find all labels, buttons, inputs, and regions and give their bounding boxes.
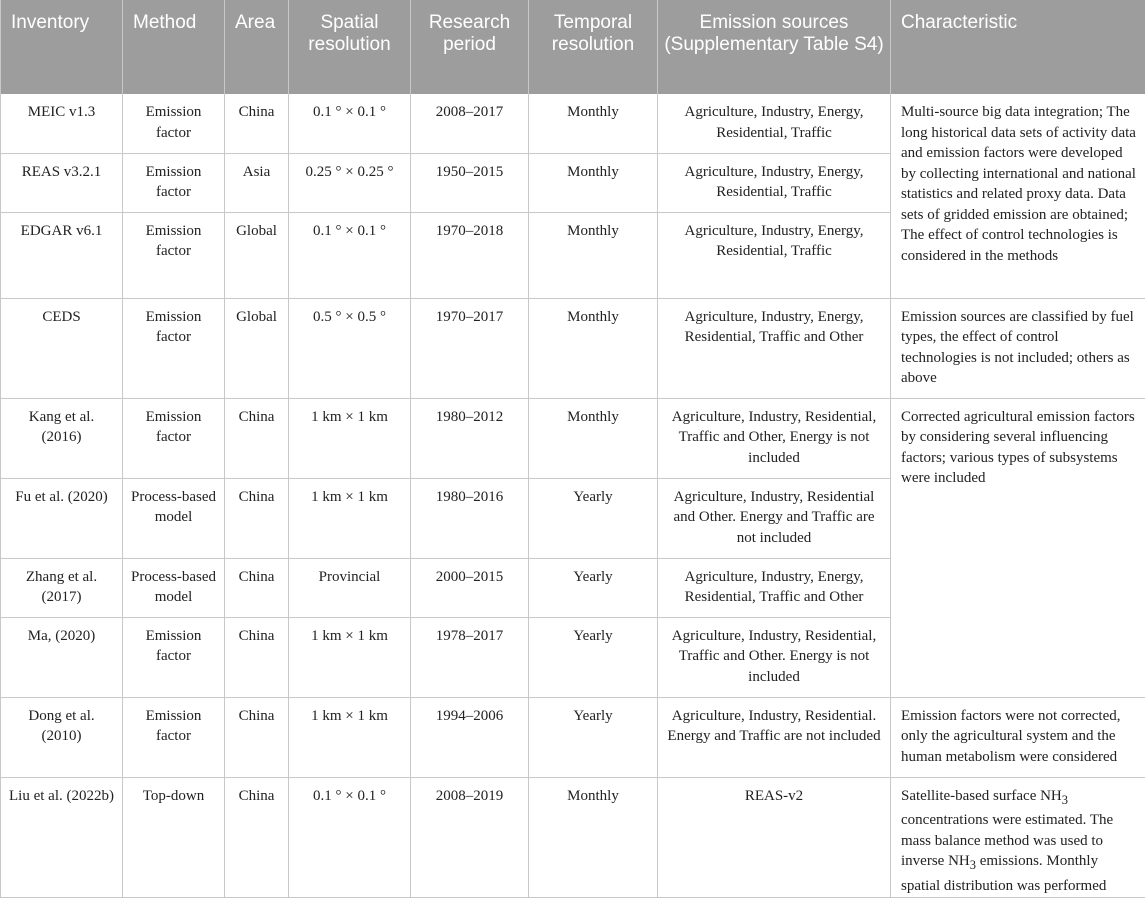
cell-period: 1980–2012 — [411, 398, 529, 478]
cell-temporal: Yearly — [529, 478, 658, 558]
cell-inventory: MEIC v1.3 — [1, 94, 123, 153]
cell-sources: REAS-v2 — [658, 777, 891, 897]
cell-area: Asia — [225, 153, 289, 212]
table-row — [1, 777, 1145, 897]
header-characteristic: Characteristic — [891, 0, 1145, 94]
cell-sources: Agriculture, Industry, Energy, Residential, Traffic — [658, 153, 891, 212]
cell-characteristic: Corrected agricultural emission factors by considering several influencing factors; various types of subsystems were included — [891, 398, 1145, 697]
cell-inventory: Ma, (2020) — [1, 617, 123, 697]
header-row — [1, 0, 1145, 94]
cell-method: Top-down — [123, 777, 225, 897]
cell-period: 1978–2017 — [411, 617, 529, 697]
cell-temporal: Yearly — [529, 617, 658, 697]
cell-sources: Agriculture, Industry, Energy, Residential, Traffic — [658, 212, 891, 298]
cell-area: Global — [225, 212, 289, 298]
header-spatial-resolution: Spatial resolution — [289, 0, 411, 94]
cell-area: China — [225, 777, 289, 897]
cell-period: 1970–2017 — [411, 298, 529, 398]
cell-temporal: Monthly — [529, 777, 658, 897]
cell-spatial: Provincial — [289, 558, 411, 617]
cell-sources: Agriculture, Industry, Residential. Energy and Traffic are not included — [658, 697, 891, 777]
table-row — [1, 697, 1145, 777]
text-part: Satellite-based surface NH — [901, 787, 1062, 804]
cell-spatial: 1 km × 1 km — [289, 697, 411, 777]
table-row — [1, 94, 1145, 153]
cell-temporal: Monthly — [529, 94, 658, 153]
cell-spatial: 0.1 ° × 0.1 ° — [289, 777, 411, 897]
cell-spatial: 0.1 ° × 0.1 ° — [289, 94, 411, 153]
cell-area: China — [225, 398, 289, 478]
header-emission-sources: Emission sources (Supplementary Table S4) — [658, 0, 891, 94]
cell-inventory: Kang et al. (2016) — [1, 398, 123, 478]
cell-period: 2000–2015 — [411, 558, 529, 617]
cell-temporal: Monthly — [529, 153, 658, 212]
subscript: 3 — [969, 858, 976, 872]
cell-spatial: 0.25 ° × 0.25 ° — [289, 153, 411, 212]
cell-characteristic — [891, 777, 1145, 897]
cell-sources: Agriculture, Industry, Residential and Other. Energy and Traffic are not included — [658, 478, 891, 558]
cell-temporal: Yearly — [529, 558, 658, 617]
table-row — [1, 298, 1145, 398]
cell-method: Emission factor — [123, 212, 225, 298]
text-part: concentrations were estimated. The mass balance method was used to inverse NH — [901, 812, 1114, 869]
cell-method: Emission factor — [123, 153, 225, 212]
cell-inventory: EDGAR v6.1 — [1, 212, 123, 298]
cell-sources: Agriculture, Industry, Residential, Traffic and Other, Energy is not included — [658, 398, 891, 478]
cell-period: 1994–2006 — [411, 697, 529, 777]
subscript: 3 — [1061, 792, 1069, 807]
cell-sources: Agriculture, Industry, Residential, Traffic and Other. Energy is not included — [658, 617, 891, 697]
cell-method: Process-based model — [123, 558, 225, 617]
cell-sources: Agriculture, Industry, Energy, Residential, Traffic and Other — [658, 298, 891, 398]
text-part: emissions. Monthly spatial distribution was performed — [901, 853, 1107, 894]
cell-method: Emission factor — [123, 617, 225, 697]
cell-characteristic: Emission factors were not corrected, only the agricultural system and the human metabolism were considered — [891, 697, 1145, 777]
cell-sources: Agriculture, Industry, Energy, Residential, Traffic — [658, 94, 891, 153]
cell-area: Global — [225, 298, 289, 398]
header-inventory: Inventory — [1, 0, 123, 94]
cell-area: China — [225, 94, 289, 153]
cell-characteristic: Emission sources are classified by fuel types, the effect of control technologies is not included; others as above — [891, 298, 1145, 398]
header-area: Area — [225, 0, 289, 94]
cell-method: Process-based model — [123, 478, 225, 558]
cell-temporal: Monthly — [529, 212, 658, 298]
table-row — [1, 398, 1145, 478]
cell-period: 1980–2016 — [411, 478, 529, 558]
cell-method: Emission factor — [123, 697, 225, 777]
header-research-period: Research period — [411, 0, 529, 94]
cell-inventory: CEDS — [1, 298, 123, 398]
cell-temporal: Yearly — [529, 697, 658, 777]
cell-spatial: 0.5 ° × 0.5 ° — [289, 298, 411, 398]
cell-method: Emission factor — [123, 298, 225, 398]
cell-spatial: 1 km × 1 km — [289, 617, 411, 697]
cell-inventory: Dong et al. (2010) — [1, 697, 123, 777]
cell-inventory: Fu et al. (2020) — [1, 478, 123, 558]
cell-spatial: 1 km × 1 km — [289, 398, 411, 478]
header-method: Method — [123, 0, 225, 94]
cell-temporal: Monthly — [529, 298, 658, 398]
cell-temporal: Monthly — [529, 398, 658, 478]
cell-spatial: 1 km × 1 km — [289, 478, 411, 558]
cell-characteristic: Multi-source big data integration; The long historical data sets of activity data and emission factors were developed by collecting international and national statistics and related proxy data. Data sets of gridded emission are obtained; The effect of control technologies is considered in the methods — [891, 94, 1145, 298]
cell-method: Emission factor — [123, 398, 225, 478]
cell-period: 1950–2015 — [411, 153, 529, 212]
cell-period: 1970–2018 — [411, 212, 529, 298]
cell-period: 2008–2017 — [411, 94, 529, 153]
cell-area: China — [225, 697, 289, 777]
header-temporal-resolution: Temporal resolution — [529, 0, 658, 94]
cell-inventory: Zhang et al. (2017) — [1, 558, 123, 617]
cell-inventory: Liu et al. (2022b) — [1, 777, 123, 897]
cell-period: 2008–2019 — [411, 777, 529, 897]
cell-method: Emission factor — [123, 94, 225, 153]
cell-area: China — [225, 478, 289, 558]
cell-sources: Agriculture, Industry, Energy, Residential, Traffic and Other — [658, 558, 891, 617]
cell-spatial: 0.1 ° × 0.1 ° — [289, 212, 411, 298]
cell-area: China — [225, 558, 289, 617]
cell-inventory: REAS v3.2.1 — [1, 153, 123, 212]
cell-area: China — [225, 617, 289, 697]
